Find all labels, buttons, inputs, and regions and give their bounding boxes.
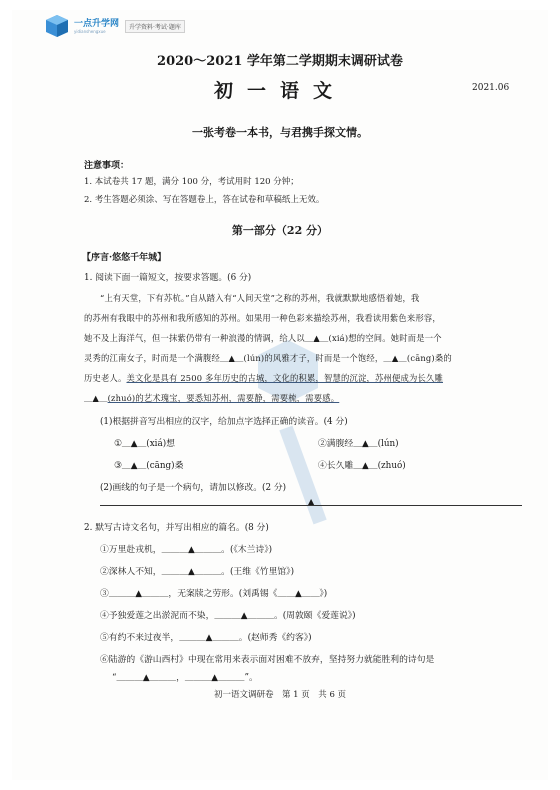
section-title: 【序言·悠悠千年城】 bbox=[82, 253, 167, 263]
underlined-sentence: 美文化是具有 2500 多年历史的古城，文化的积累，智慧的沉淀，苏州便成为长久雕 bbox=[126, 373, 443, 383]
answer-blank[interactable]: ＿▲＿ bbox=[219, 353, 244, 363]
blank-mark: ▲ bbox=[308, 497, 315, 506]
passage-line: ＿▲＿(zhuó)的艺术瑰宝，要悉知苏州，需要静，需要梳，需要感。 bbox=[84, 393, 340, 403]
exam-motto: 一张考卷一本书，与君携手探文情。 bbox=[192, 126, 368, 139]
passage-line: 灵秀的江南女子，时而是一个满腹经＿▲＿(lún)的风雅才子，时而是一个饱经，＿▲＿(cāng)桑的 bbox=[84, 353, 452, 363]
blank-item[interactable]: ③＿▲＿(cāng)桑 bbox=[114, 461, 184, 471]
question-1-stem: 1. 阅读下面一篇短文，按要求答题。(6 分) bbox=[84, 273, 252, 283]
recite-line: ⑥陆游的《游山西村》中现在常用来表示面对困难不放弃，坚持努力就能胜利的诗句是 bbox=[100, 655, 435, 665]
brand-logo bbox=[44, 14, 185, 38]
recite-line[interactable]: “＿＿＿▲＿＿＿，＿＿＿▲＿＿＿”。 bbox=[112, 673, 258, 683]
blank-item[interactable]: ④长久雕＿▲＿(zhuó) bbox=[318, 461, 406, 471]
brand-name: 一点升学网 bbox=[74, 18, 120, 29]
exam-title: 2020～2021 学年第二学期期末调研试卷 bbox=[157, 54, 403, 69]
sub-question: (1)根据拼音写出相应的汉字，给加点字选择正确的读音。(4 分) bbox=[100, 417, 348, 427]
part-heading: 第一部分（22 分） bbox=[231, 224, 329, 237]
exam-subject: 初一语文 bbox=[213, 80, 346, 102]
sub-question: (2)画线的句子是一个病句，请加以修改。(2 分) bbox=[100, 483, 287, 493]
blank-item[interactable]: ①＿▲＿(xiá)想 bbox=[114, 439, 175, 449]
recite-line[interactable]: ⑤有约不来过夜半，＿＿＿▲＿＿＿。(赵师秀《约客》) bbox=[100, 633, 312, 643]
notice-item: 1. 本试卷共 17 题，满分 100 分，考试用时 120 分钟； bbox=[84, 177, 299, 187]
answer-blank[interactable]: ＿▲＿ bbox=[84, 393, 108, 403]
passage-line: 她不及上海洋气，但一抹紫仍带有一种浪漫的情调，给人以＿▲＿(xiá)想的空间。她时而是一个 bbox=[84, 333, 442, 343]
page-footer: 初一语文调研卷 第 1 页 共 6 页 bbox=[213, 690, 347, 700]
cube-logo-icon bbox=[44, 14, 70, 38]
passage-line: 历史老人。美文化是具有 2500 多年历史的古城，文化的积累，智慧的沉淀，苏州便成为长久雕 bbox=[84, 373, 443, 383]
brand-slogan: 升学资料·考试·题库 bbox=[125, 20, 185, 33]
recite-line[interactable]: ④予独爱莲之出淤泥而不染，＿＿＿▲＿＿＿。(周敦颐《爱莲说》) bbox=[100, 611, 356, 621]
blank-item[interactable]: ②满腹经＿▲＿(lún) bbox=[318, 439, 399, 449]
answer-blank[interactable]: ＿▲＿ bbox=[383, 353, 407, 363]
recite-line[interactable]: ③＿＿＿▲＿＿＿，无案牍之劳形。(刘禹锡《＿＿▲＿＿》) bbox=[100, 589, 328, 599]
passage-line: “上有天堂，下有苏杭。”自从踏入有“人间天堂”之称的苏州，我就默默地感悟着她，我 bbox=[100, 293, 420, 303]
notice-heading: 注意事项： bbox=[84, 161, 130, 171]
exam-date: 2021.06 bbox=[472, 83, 510, 93]
question-2-stem: 2. 默写古诗文名句，并写出相应的篇名。(8 分) bbox=[84, 523, 269, 533]
brand-domain: yidianshengxue bbox=[74, 28, 106, 34]
recite-line[interactable]: ①万里赴戎机，＿＿＿▲＿＿＿。(《木兰诗》) bbox=[100, 545, 273, 555]
answer-blank[interactable]: ＿▲＿ bbox=[304, 333, 329, 343]
notice-item: 2. 考生答题必须涂、写在答题卷上，答在试卷和草稿纸上无效。 bbox=[84, 195, 325, 205]
passage-line: 的苏州有我眼中的苏州和我所感知的苏州。如果用一种色彩来描绘苏州，我看读用紫色来形容， bbox=[84, 313, 441, 323]
recite-line[interactable]: ②深林人不知，＿＿＿▲＿＿＿。(王维《竹里馆》) bbox=[100, 567, 295, 577]
